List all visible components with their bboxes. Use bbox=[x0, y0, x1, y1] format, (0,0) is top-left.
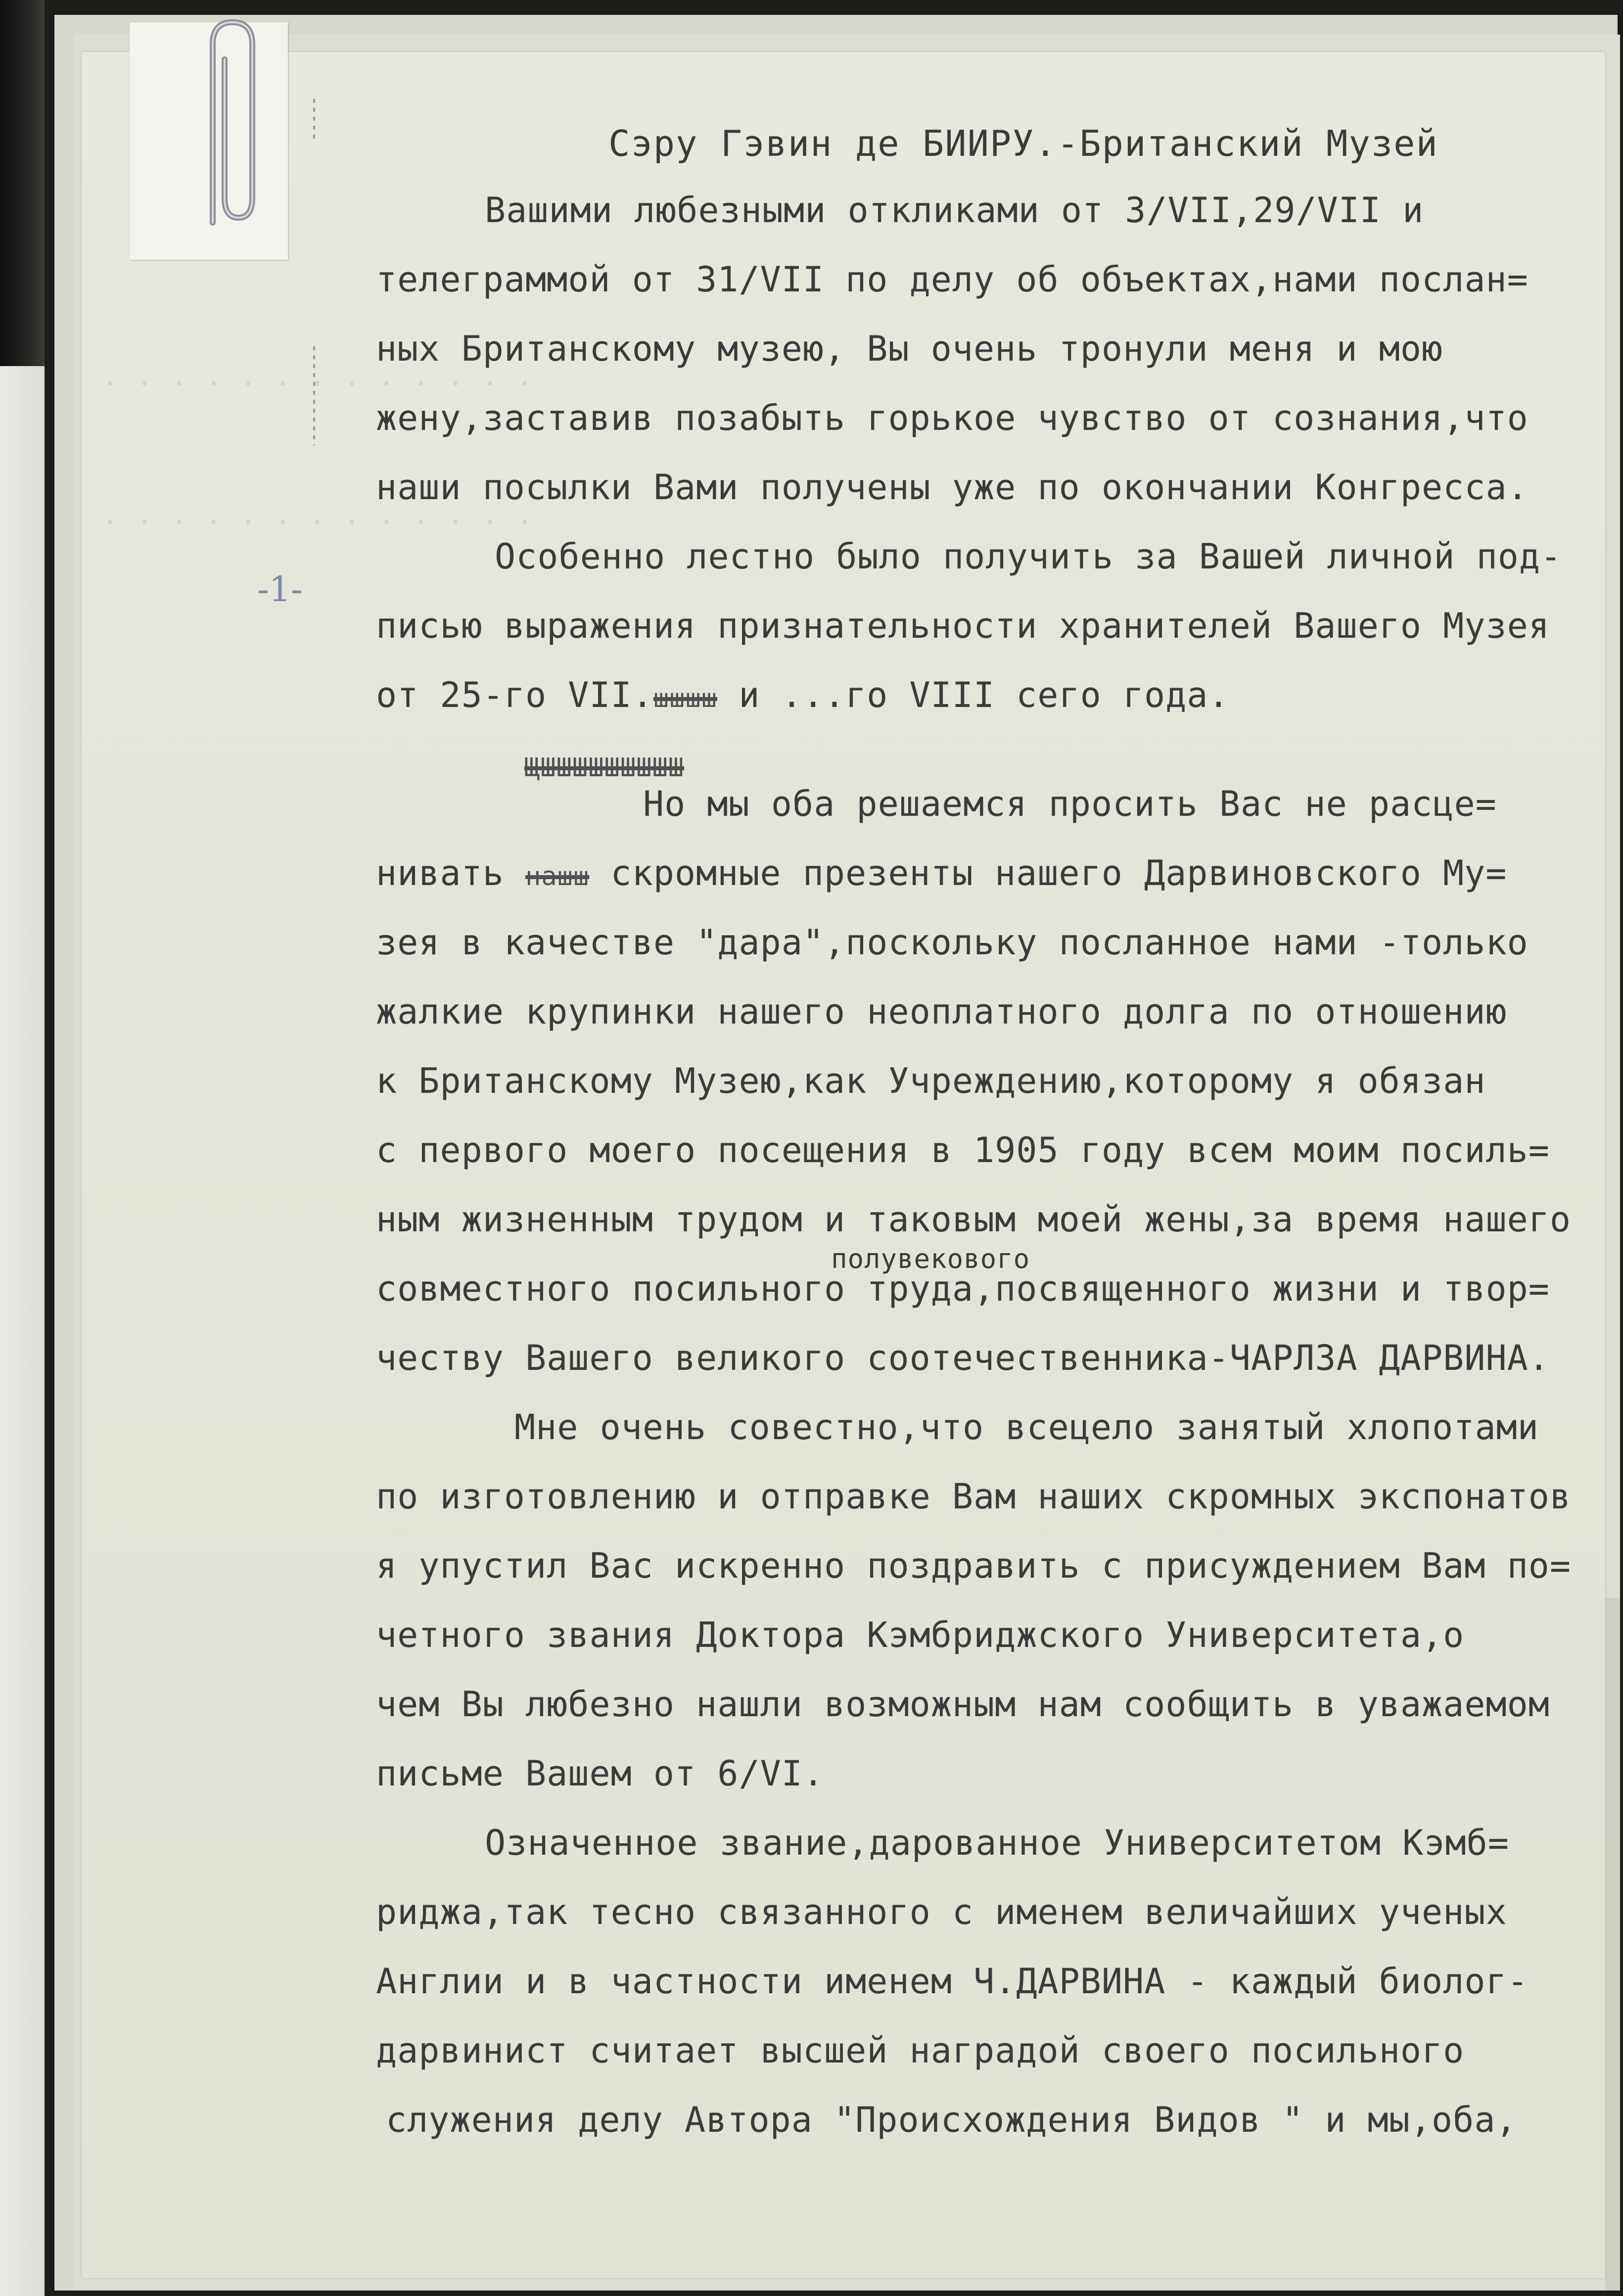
pencil-margin-mark: -1- bbox=[257, 569, 303, 609]
bleed-through-text-2: . . . . . . . . . . . . . bbox=[101, 497, 533, 531]
text-line: Особенно лестно было получить за Вашей личной под- bbox=[495, 536, 1562, 577]
punch-hole-marks bbox=[307, 99, 322, 643]
letter-heading: Сэру Гэвин де БИИРУ.-Британский Музей bbox=[608, 123, 1438, 164]
text-line: от 25-го VII.шшшш и ...го VIII сего года. bbox=[376, 675, 1230, 715]
text-line: совместного посильного труда,посвященного жизни и твор= bbox=[376, 1268, 1550, 1309]
scanner-background-light bbox=[0, 366, 45, 2296]
text-line: писью выражения признательности хранителей Вашего Музея bbox=[376, 606, 1550, 646]
text-line: Но мы оба решаемся просить Вас не расце= bbox=[643, 784, 1497, 824]
interlinear-insertion: полувекового bbox=[831, 1243, 1030, 1274]
text-line: зея в качестве "дара",поскольку посланное нами -только bbox=[376, 922, 1529, 963]
paper-clip-icon bbox=[183, 15, 282, 237]
text-line: служения делу Автора "Происхождения Видов " и мы,оба, bbox=[386, 2100, 1517, 2140]
text-line: жену,заставив позабыть горькое чувство от сознания,что bbox=[376, 398, 1529, 438]
text-line: нивать нашш скромные презенты нашего Дарвиновского Му= bbox=[376, 853, 1507, 893]
text-line: четного звания Доктора Кэмбриджского Университета,о bbox=[376, 1615, 1465, 1655]
text-line: по изготовлению и отправке Вам наших скромных экспонатов bbox=[376, 1476, 1572, 1517]
text-line: дарвинист считает высшей наградой своего посильного bbox=[376, 2030, 1465, 2071]
struck-line bbox=[524, 745, 684, 784]
text-line: риджа,так тесно связанного с именем величайших ученых bbox=[376, 1892, 1507, 1932]
struck-text: нашш bbox=[525, 862, 590, 891]
text-line: Мне очень совестно,что всецело занятый хлопотами bbox=[514, 1407, 1539, 1448]
struck-text: ЩШШШШШШШШШ bbox=[524, 753, 685, 783]
text-line: Англии и в частности именем Ч.ДАРВИНА - каждый биолог- bbox=[376, 1961, 1529, 2002]
text-line: Означенное звание,дарованное Университетом Кэмб= bbox=[485, 1823, 1509, 1863]
text-line: Вашими любезными откликами от 3/VII,29/VII и bbox=[485, 190, 1424, 231]
text-line: письме Вашем от 6/VI. bbox=[376, 1753, 825, 1794]
text-line: честву Вашего великого соотечественника-ЧАРЛЗА ДАРВИНА. bbox=[376, 1338, 1550, 1378]
text-line: наши посылки Вами получены уже по окончании Конгресса. bbox=[376, 467, 1529, 508]
text-line: к Британскому Музею,как Учреждению,которому я обязан bbox=[376, 1061, 1486, 1101]
text-line: телеграммой от 31/VII по делу об объектах,нами послан= bbox=[376, 259, 1529, 300]
struck-text: шшшш bbox=[653, 684, 718, 713]
text-line: я упустил Вас искренно поздравить с присуждением Вам по= bbox=[376, 1546, 1572, 1586]
text-line: с первого моего посещения в 1905 году всем моим посиль= bbox=[376, 1130, 1550, 1171]
bleed-through-text: . . . . . . . . . . . . . bbox=[101, 359, 533, 392]
text-line: чем Вы любезно нашли возможным нам сообщить в уважаемом bbox=[376, 1684, 1550, 1725]
sheet-edge bbox=[1605, 1598, 1620, 2291]
text-line: ным жизненным трудом и таковым моей жены,за время нашего bbox=[376, 1199, 1572, 1240]
text-line: ных Британскому музею, Вы очень тронули меня и мою bbox=[376, 328, 1443, 369]
text-line: жалкие крупинки нашего неоплатного долга по отношению bbox=[376, 991, 1507, 1032]
